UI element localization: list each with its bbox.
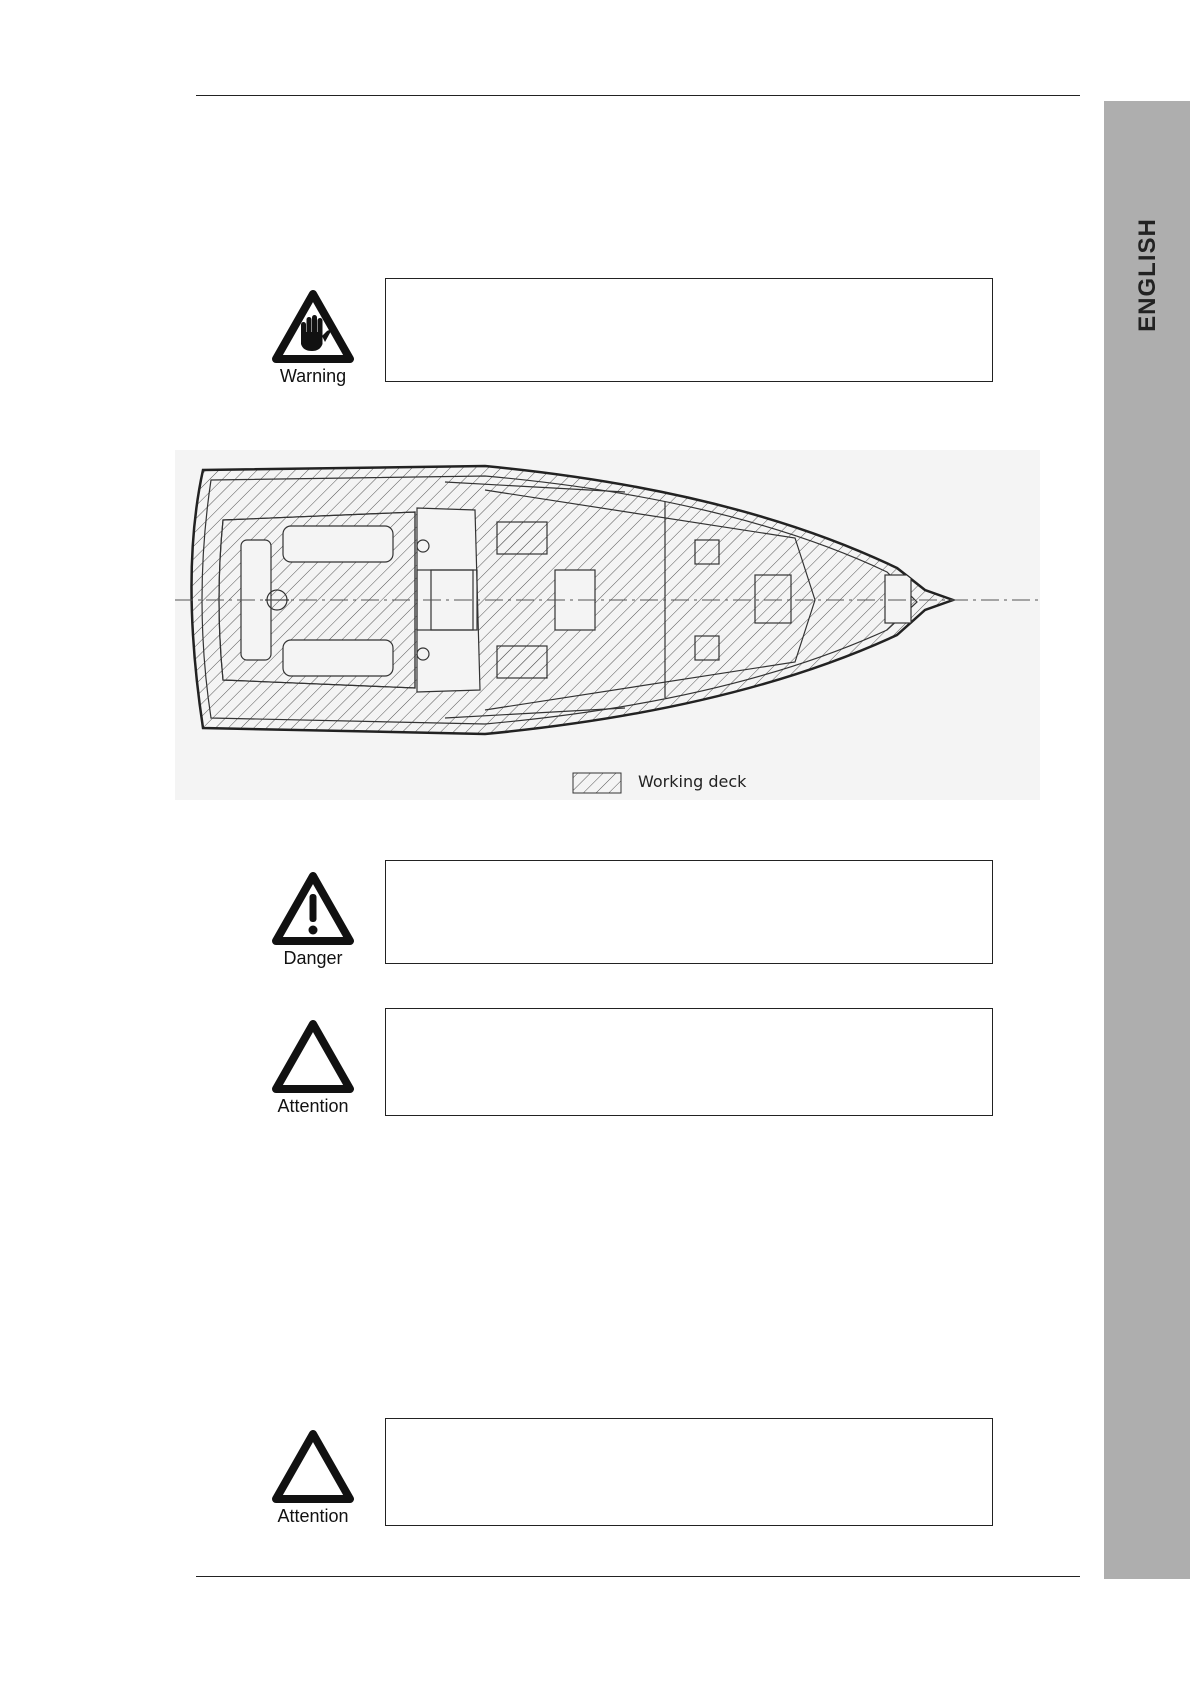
attention-text-box [385,1008,993,1116]
attention-notice-icon-2 [268,1428,358,1528]
working-deck-figure [175,450,1040,800]
deck-plan-drawing [175,450,1040,800]
attention-caption: Attention [277,1096,349,1116]
warning-notice-icon [268,288,358,388]
warning-text-box [385,278,993,382]
footer-rule [196,1576,1080,1577]
hand-stop-icon [271,288,355,366]
danger-text-box [385,860,993,964]
header-rule [196,95,1080,96]
exclamation-icon [271,870,355,948]
attention-caption-2: Attention [277,1506,349,1526]
empty-triangle-icon [271,1018,355,1096]
working-deck-legend-label: Working deck [638,772,747,791]
language-tab-label: ENGLISH [1134,218,1161,332]
danger-caption: Danger [283,948,343,968]
empty-triangle-icon [271,1428,355,1506]
warning-caption: Warning [279,366,347,386]
danger-notice-icon [268,870,358,970]
attention-text-box-2 [385,1418,993,1526]
attention-notice-icon [268,1018,358,1118]
